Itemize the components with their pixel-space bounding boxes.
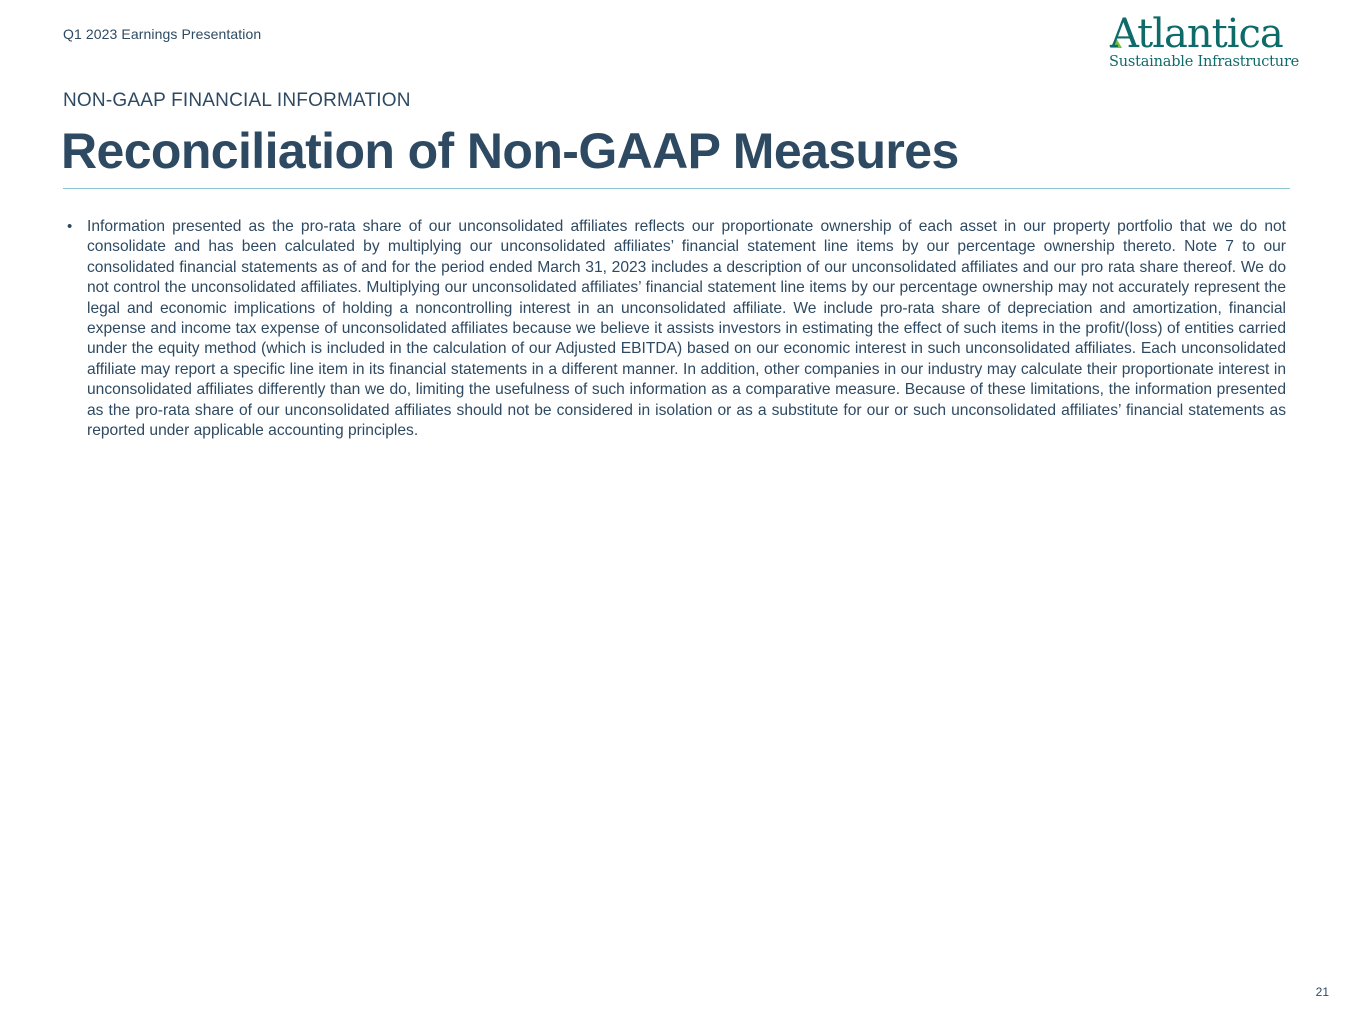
logo-tagline: Sustainable Infrastructure [1109,54,1300,70]
company-logo [1106,11,1300,74]
bullet-text: Information presented as the pro-rata share of our unconsolidated affiliates reflects our proportionate ownership of each asset in our property portfolio that we do not consolidate and has been calculated by multiplying our unconsolidated affiliates’ financial statement line items by our percentage ownership thereto. Note 7 to our consolidated financial statements as of and for the period ended March 31, 2023 includes a description of our unconsolidated affiliates and our pro rata share thereof. We do not control the unconsolidated affiliates. Multiplying our unconsolidated affiliates’ financial statement line items by our percentage ownership may not accurately represent the legal and economic implications of holding a noncontrolling interest in an unconsolidated affiliate. We include pro-rata share of depreciation and amortization, financial expense and income tax expense of unconsolidated affiliates because we believe it assists investors in estimating the effect of such items in the profit/(loss) of entities carried under the equity method (which is included in the calculation of our Adjusted EBITDA) based on our economic interest in such unconsolidated affiliates. Each unconsolidated affiliate may report a specific line item in its financial statements in a different manner. In addition, other companies in our industry may calculate their proportionate interest in unconsolidated affiliates differently than we do, limiting the usefulness of such information as a comparative measure. Because of these limitations, the information presented as the pro-rata share of our unconsolidated affiliates should not be considered in isolation or as a substitute for our or such unconsolidated affiliates’ financial statements as reported under applicable accounting principles. [87,218,1286,440]
section-label: NON-GAAP FINANCIAL INFORMATION [63,90,411,111]
bullet-list [63,217,1286,441]
title-divider [63,188,1290,189]
list-item [63,217,1286,441]
page-number: 21 [1315,985,1329,999]
presentation-label: Q1 2023 Earnings Presentation [63,26,262,42]
bullet-icon: • [67,218,73,235]
logo-wordmark: Atlantica [1110,11,1283,57]
page-title: Reconciliation of Non-GAAP Measures [61,123,959,179]
